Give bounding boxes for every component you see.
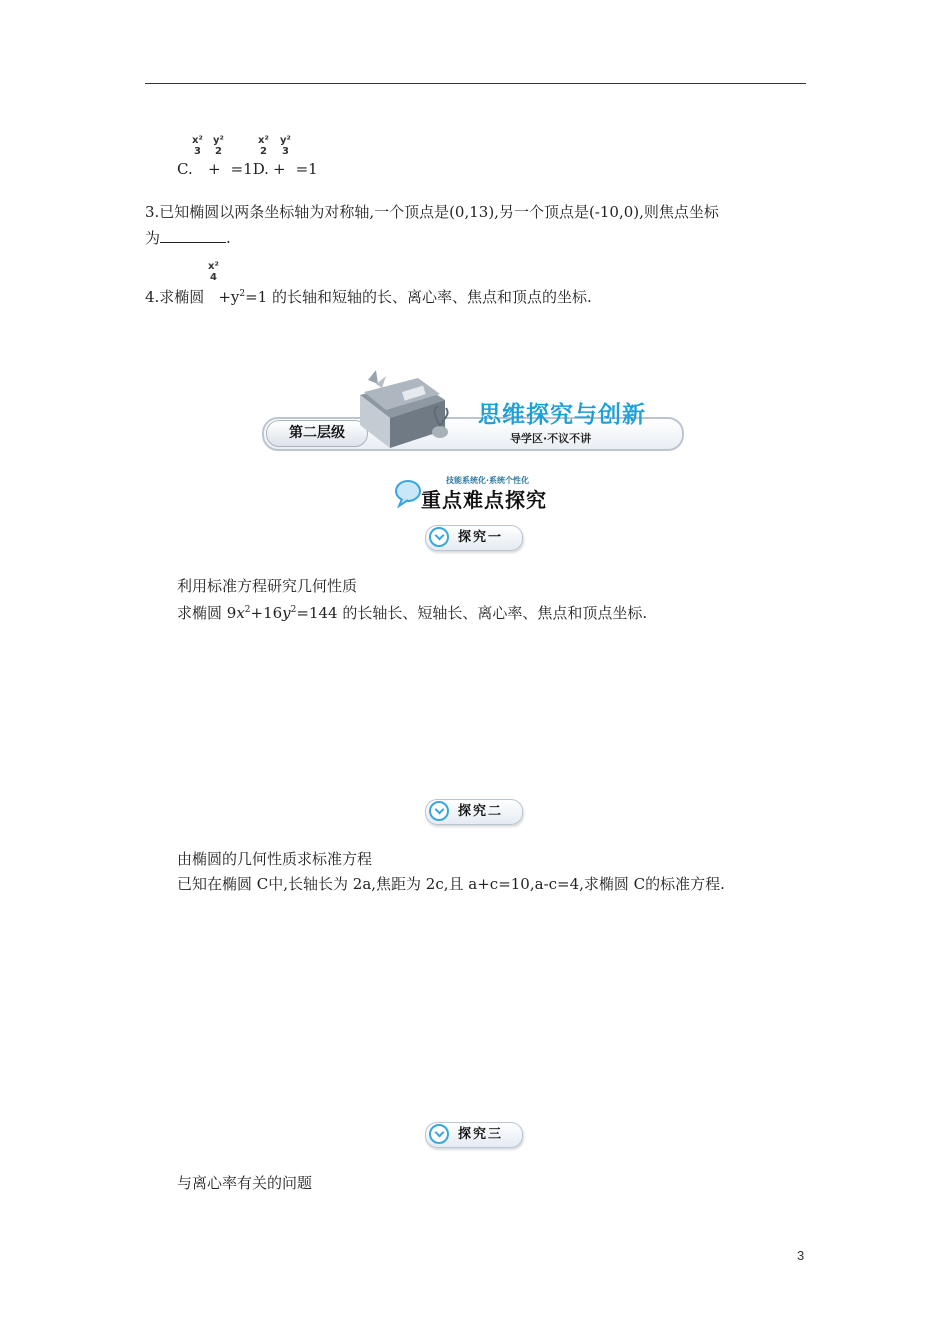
chevron-down-icon [429, 1124, 449, 1144]
banner-subtitle: 导学区·不议不讲 [510, 432, 592, 445]
question-3-line-1: 3.已知椭圆以两条坐标轴为对称轴,一个顶点是(0,13),另一个顶点是(-10,0),则焦点坐标 [145, 203, 719, 221]
option-d-fraction-2: y² 3 [280, 135, 291, 157]
banner-title: 思维探究与创新 [478, 402, 646, 428]
section-1-heading: 利用标准方程研究几何性质 [177, 577, 358, 595]
question-3-line-2: 为 . [145, 229, 231, 247]
option-d-rest: + =1 [273, 160, 318, 178]
tab-explore-2: 探究二 [425, 799, 523, 825]
focus-tagline: 技能系统化·系统个性化 [446, 476, 530, 485]
question-4: 4.求椭圆 $+y^2=1$ 的长轴和短轴的长、离心率、焦点和顶点的坐标. [145, 288, 592, 306]
section-3-heading: 与离心率有关的问题 [177, 1174, 313, 1192]
focus-title: 重点难点探究 [421, 488, 547, 512]
option-c-fraction-1: x² 3 [192, 135, 203, 157]
chevron-down-icon [429, 527, 449, 547]
section-1-problem: 求椭圆 $9x^2+16y^2=144$ 的长轴长、短轴长、离心率、焦点和顶点坐标. [177, 604, 648, 622]
option-c-label: C. [177, 160, 193, 178]
book-illustration-icon [340, 370, 460, 455]
section-2-problem: 已知在椭圆 C中,长轴长为 2a,焦距为 2c,且 a+c=10,a-c=4,求椭圆 C的标准方程. [177, 875, 725, 893]
tab-explore-1: 探究一 [425, 525, 523, 551]
level-label: 第二层级 [266, 420, 368, 447]
options-line [177, 158, 193, 180]
page-number: 3 [797, 1248, 805, 1263]
answer-blank[interactable] [160, 227, 226, 243]
option-c-fraction-2: y² 2 [213, 135, 224, 157]
chevron-down-icon [429, 801, 449, 821]
tab-explore-3: 探究三 [425, 1122, 523, 1148]
option-c-rest: + =1D. [208, 160, 269, 178]
section-2-heading: 由椭圆的几何性质求标准方程 [177, 850, 373, 868]
question-4-fraction: x² 4 [208, 261, 219, 283]
header-rule [145, 83, 806, 84]
option-d-fraction-1: x² 2 [258, 135, 269, 157]
speech-bubble-icon [393, 478, 423, 508]
